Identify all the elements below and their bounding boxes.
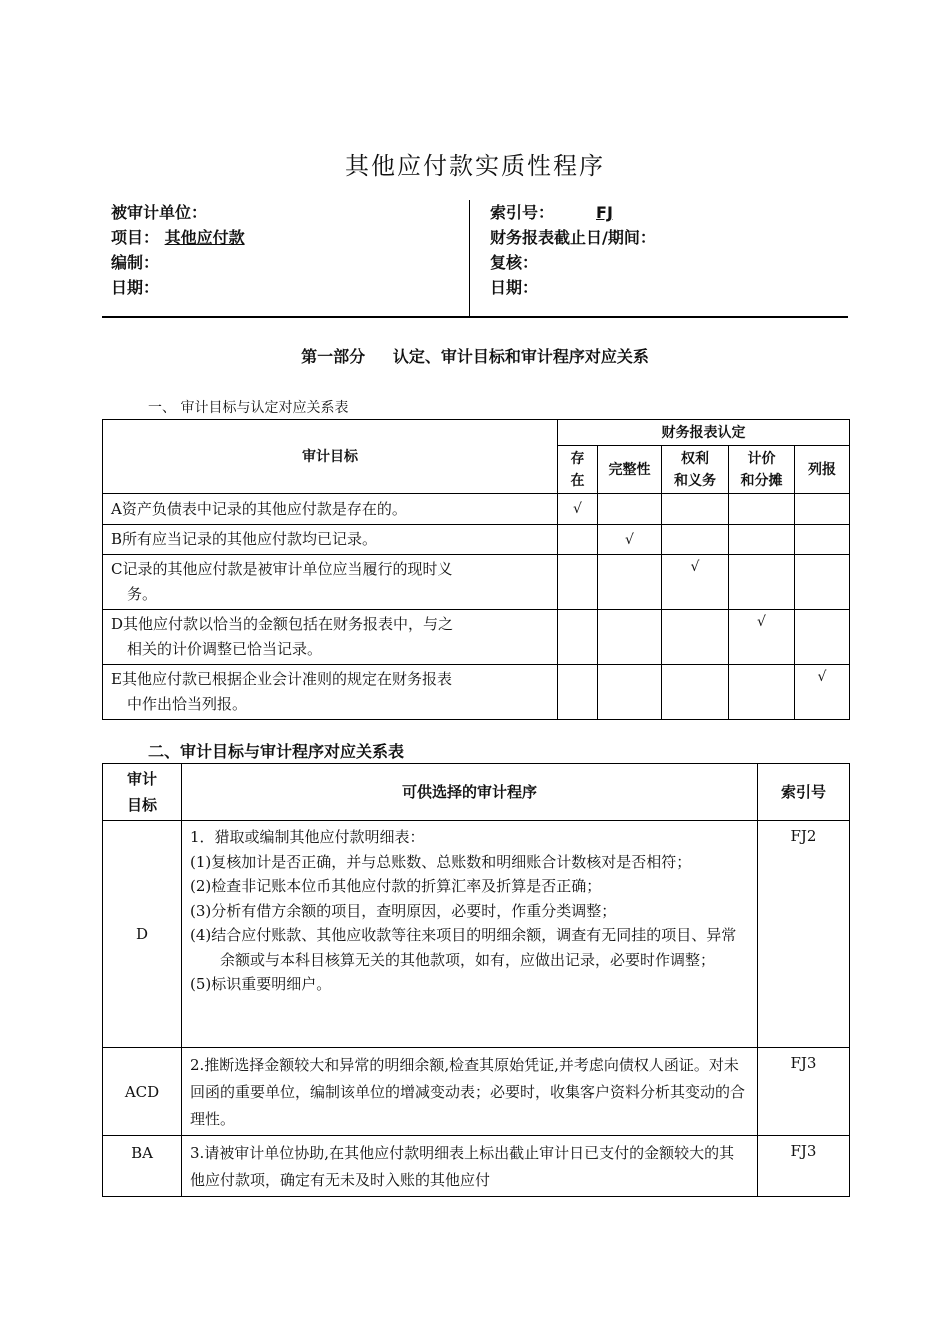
- objective-c: [103, 555, 558, 610]
- col-goal-line1: 审计: [126, 770, 157, 788]
- objective-line1: C记录的其他应付款是被审计单位应当履行的现时义: [111, 560, 453, 578]
- header-divider-horizontal: [102, 316, 848, 318]
- check-cell: [795, 555, 850, 610]
- index-value: FJ: [596, 203, 613, 222]
- check-cell: [729, 665, 795, 720]
- procedure-cell: 3.请被审计单位协助,在其他应付款明细表上标出截止审计日已支付的金额较大的其他应付款项，确定有无未及时入账的其他应付: [182, 1136, 758, 1197]
- col-goal-header: [103, 764, 182, 821]
- objective-b: [103, 525, 558, 555]
- objective-e: [103, 665, 558, 720]
- table-row: [103, 525, 850, 555]
- check-cell: [729, 494, 795, 525]
- index-row: [490, 200, 840, 225]
- index-cell: FJ2: [758, 821, 850, 1048]
- objective-line2: 务。: [127, 585, 158, 603]
- procedure-cell: [182, 821, 758, 1048]
- col-procedure-header: 可供选择的审计程序: [182, 764, 758, 821]
- index-label: 索引号：: [490, 203, 555, 222]
- date-row-right: [490, 275, 840, 300]
- assertion-existence-line2: 在: [570, 472, 585, 489]
- section-two-title: 二、审计目标与审计程序对应关系表: [148, 742, 405, 761]
- assertion-existence: [558, 446, 598, 494]
- check-cell: [662, 665, 729, 720]
- objective-a: [103, 494, 558, 525]
- check-cell: [729, 555, 795, 610]
- objective-line2: 相关的计价调整已恰当记录。: [127, 640, 323, 658]
- header-left: [111, 200, 461, 318]
- check-cell: [598, 610, 662, 665]
- check-cell: [662, 494, 729, 525]
- date-row-left: [111, 275, 461, 300]
- table-row: [103, 610, 850, 665]
- section-one-title: 一、 审计目标与认定对应关系表: [148, 400, 349, 416]
- table-row: [103, 1136, 850, 1197]
- objective-line1: E其他应付款已根据企业会计准则的规定在财务报表: [111, 670, 452, 688]
- col-goal-line2: 目标: [126, 796, 157, 814]
- col-objective-header: 审计目标: [103, 420, 558, 494]
- date-label-left: 日期：: [111, 278, 160, 297]
- procedure-intro: 1．猎取或编制其他应付款明细表：: [190, 828, 425, 846]
- procedure-cell: 2.推断选择金额较大和异常的明细余额,检查其原始凭证,并考虑向债权人函证。对未回函的重要单位，编制该单位的增减变动表；必要时，收集客户资料分析其变动的合理性。: [182, 1048, 758, 1136]
- table-row: [103, 1048, 850, 1136]
- audited-unit-label: 被审计单位：: [111, 203, 208, 222]
- header-divider-vertical: [469, 200, 470, 316]
- procedure-step: (2)检查非记账本位币其他应付款的折算汇率及折算是否正确；: [190, 877, 602, 895]
- header-right: [490, 200, 840, 318]
- objective-assertion-table: [102, 419, 850, 720]
- table-row: [103, 494, 850, 525]
- goal-cell: ACD: [103, 1048, 182, 1136]
- assertion-rights-line1: 权利: [681, 450, 709, 467]
- check-cell: [795, 525, 850, 555]
- objective-procedure-table: [102, 763, 850, 1197]
- period-row: [490, 225, 840, 250]
- goal-cell: BA: [103, 1136, 182, 1197]
- procedure-step: (4)结合应付账款、其他应收款等往来项目的明细余额，调查有无同挂的项目、异常余额或与本科目核算无关的其他款项，如有，应做出记录，必要时作调整；: [190, 926, 737, 969]
- objective-d: [103, 610, 558, 665]
- check-cell: [795, 610, 850, 665]
- table-row: [103, 555, 850, 610]
- date-label-right: 日期：: [490, 278, 539, 297]
- check-cell: [598, 555, 662, 610]
- check-cell: [598, 665, 662, 720]
- item-label: 项目：: [111, 228, 160, 247]
- check-cell: √: [729, 610, 795, 665]
- check-cell: [558, 665, 598, 720]
- check-cell: [558, 555, 598, 610]
- prepared-label: 编制：: [111, 253, 160, 272]
- goal-cell: D: [103, 821, 182, 1048]
- review-row: [490, 250, 840, 275]
- table-row: [103, 821, 850, 1048]
- assertion-presentation: 列报: [795, 446, 850, 494]
- objective-line1: A资产负债表中记录的其他应付款是存在的。: [111, 499, 407, 518]
- procedure-step: (5)标识重要明细户。: [190, 975, 332, 993]
- table-row: [103, 665, 850, 720]
- col-assertions-header: 财务报表认定: [558, 420, 850, 446]
- review-label: 复核：: [490, 253, 539, 272]
- assertion-valuation: [729, 446, 795, 494]
- assertion-completeness: 完整性: [598, 446, 662, 494]
- audited-unit-row: [111, 200, 461, 225]
- check-cell: [662, 610, 729, 665]
- check-cell: [729, 525, 795, 555]
- check-cell: [795, 494, 850, 525]
- check-cell: [558, 610, 598, 665]
- document-title: 其他应付款实质性程序: [345, 152, 605, 180]
- check-cell: [598, 494, 662, 525]
- col-index-header: 索引号: [758, 764, 850, 821]
- objective-line1: B所有应当记录的其他应付款均已记录。: [111, 530, 378, 548]
- item-row: [111, 225, 461, 250]
- check-cell: √: [795, 665, 850, 720]
- assertion-valuation-line2: 和分摊: [740, 472, 783, 489]
- procedure-step: (1)复核加计是否正确，并与总账数、总账数和明细账合计数核对是否相符；: [190, 852, 692, 871]
- part-one-title: 第一部分 认定、审计目标和审计程序对应关系: [301, 347, 649, 366]
- check-cell: √: [662, 555, 729, 610]
- check-cell: [558, 525, 598, 555]
- objective-line1: D其他应付款以恰当的金额包括在财务报表中，与之: [111, 615, 454, 633]
- index-cell: FJ3: [758, 1048, 850, 1136]
- assertion-rights: [662, 446, 729, 494]
- index-cell: FJ3: [758, 1136, 850, 1197]
- check-cell: [662, 525, 729, 555]
- period-label: 财务报表截止日/期间：: [490, 228, 656, 247]
- check-cell: √: [558, 494, 598, 525]
- assertion-valuation-line1: 计价: [747, 450, 776, 467]
- assertion-rights-line2: 和义务: [674, 472, 716, 489]
- assertion-existence-line1: 存: [570, 450, 585, 467]
- procedure-step: (3)分析有借方余额的项目，查明原因，必要时，作重分类调整；: [190, 901, 617, 920]
- check-cell: √: [598, 525, 662, 555]
- item-value: 其他应付款: [164, 228, 245, 247]
- prepared-row: [111, 250, 461, 275]
- objective-line2: 中作出恰当列报。: [127, 695, 248, 713]
